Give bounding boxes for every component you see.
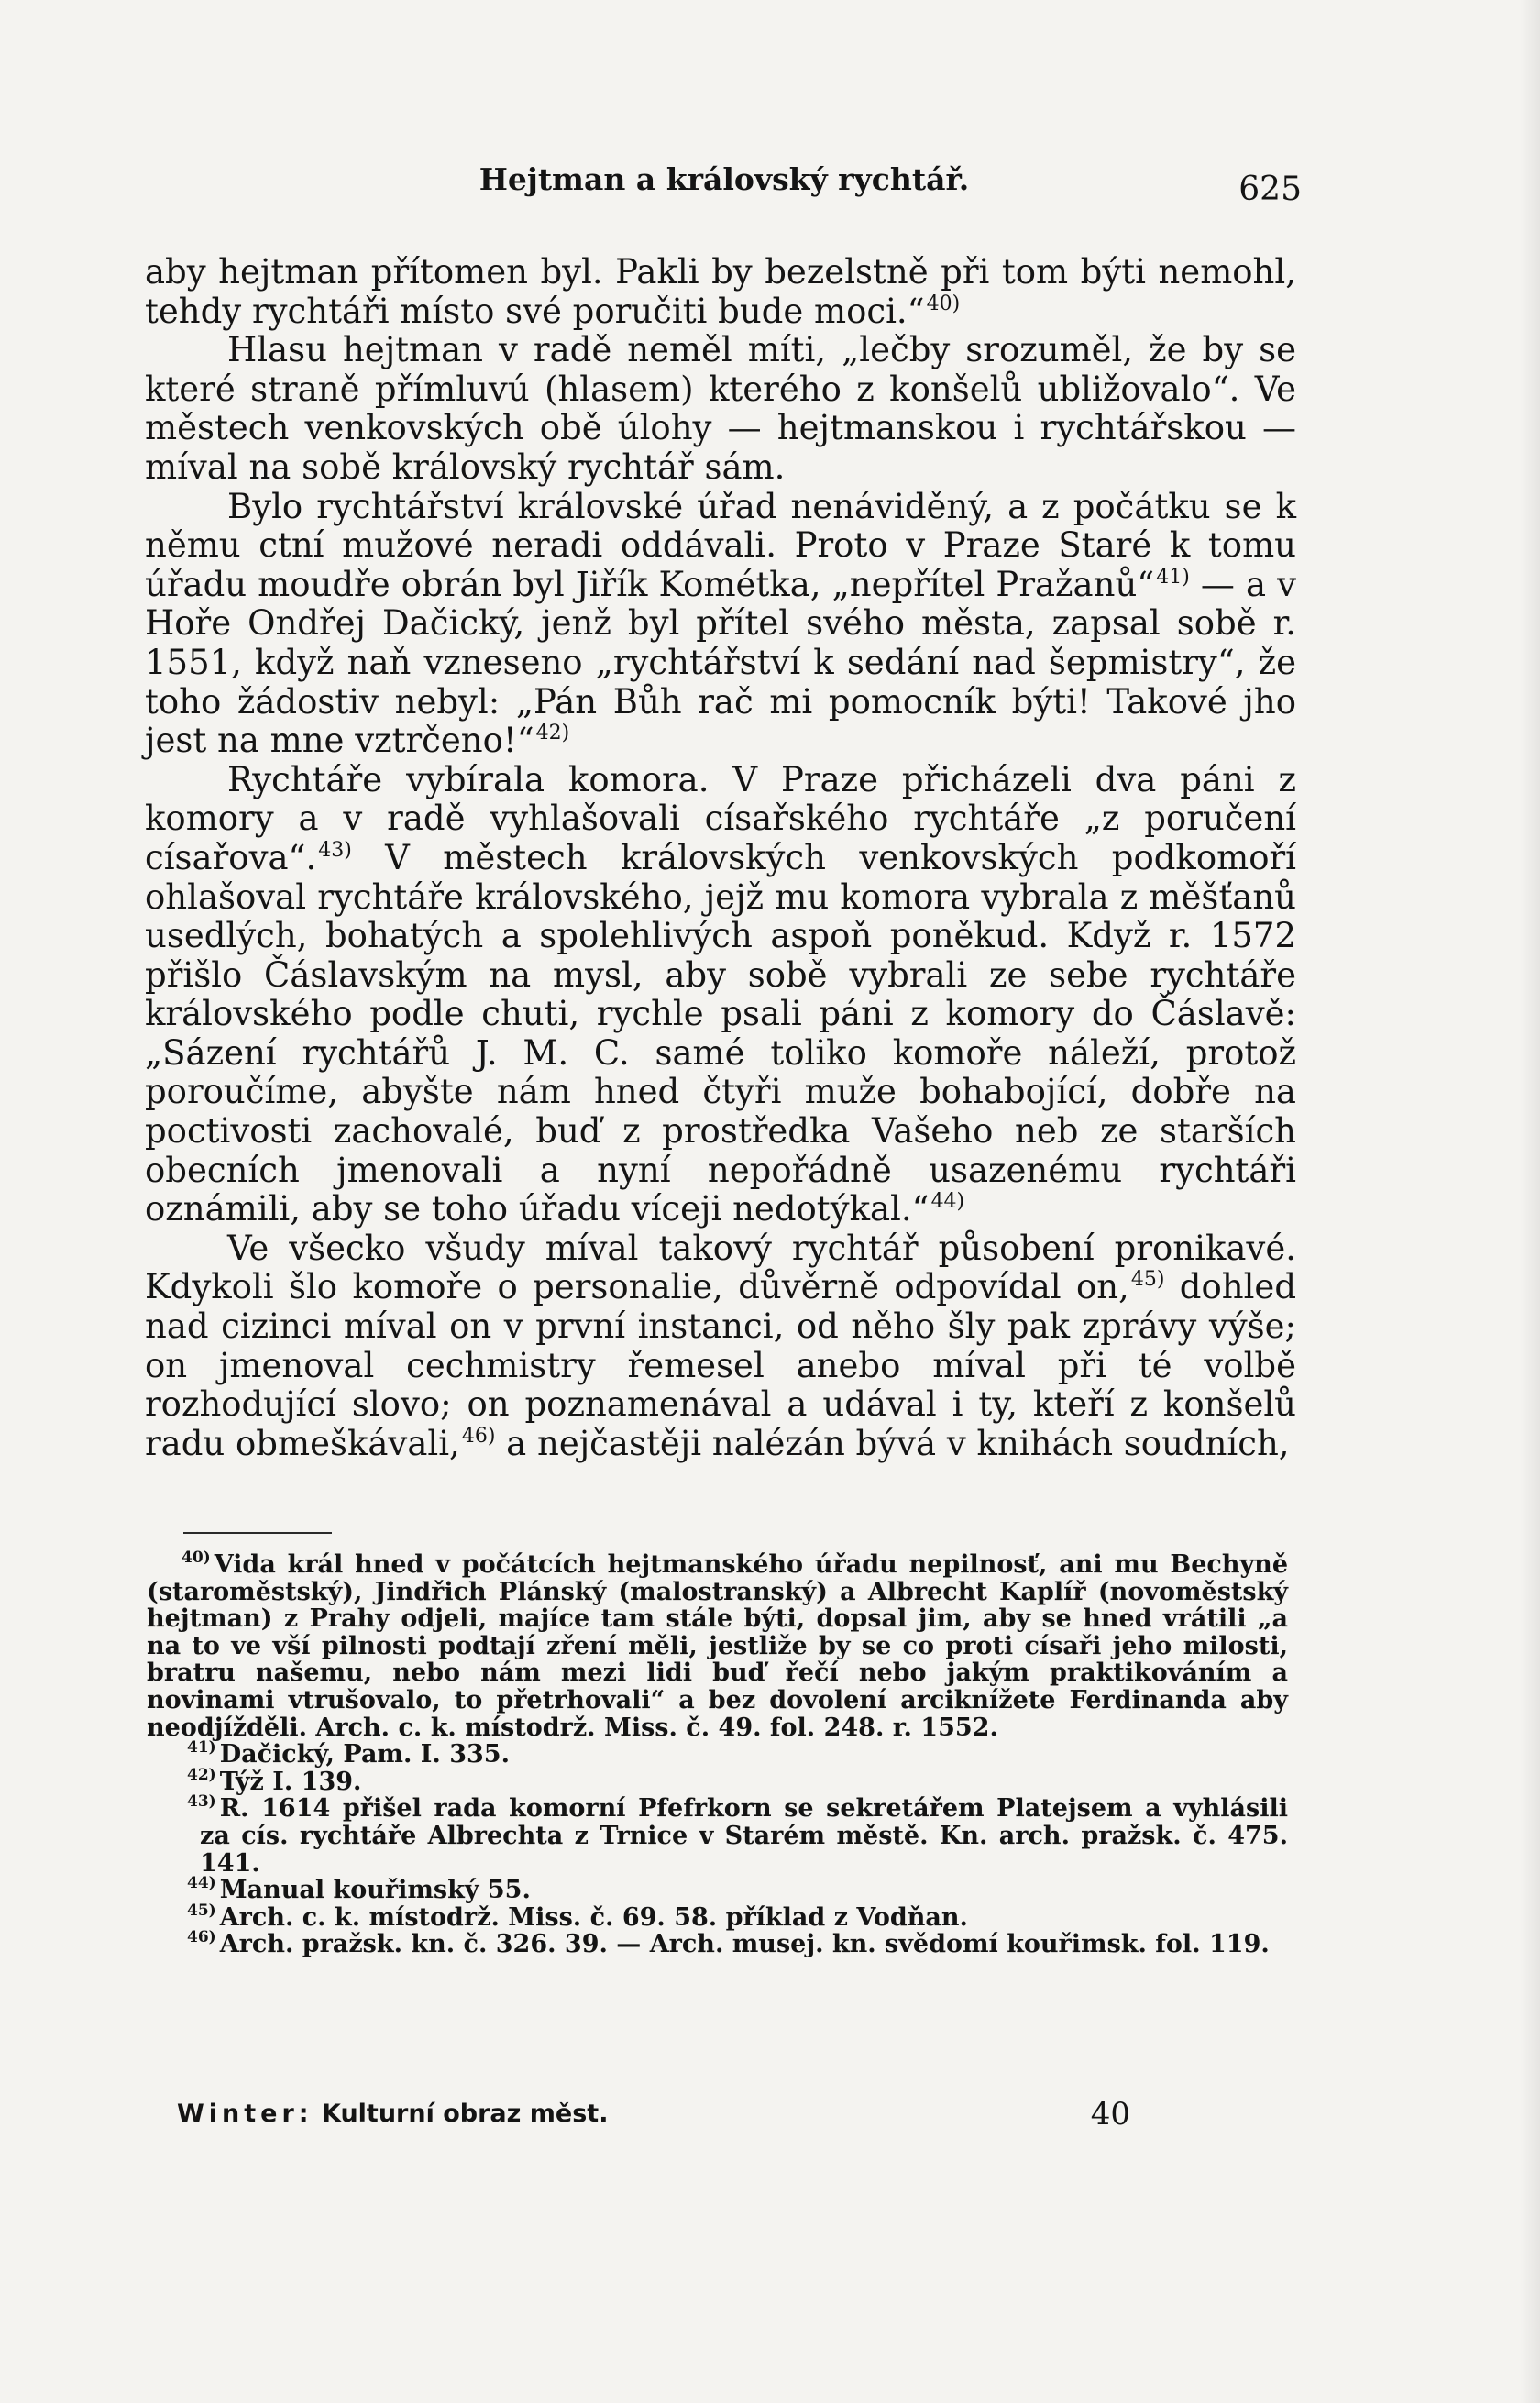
footnote: [147, 1765, 1288, 1796]
paragraph-text: Bylo rychtářství královské úřad nenáviděný, a z počátku se k němu ctní mužové neradi oddávali. Proto v Praze Staré k tomu úřadu moudře obrán byl Jiřík Kométka, „nepřítel Pražanů“: [145, 486, 1296, 604]
footnote-reference: 45): [1130, 1268, 1165, 1292]
paragraph-text: dohled nad cizinci míval on v první instanci, od něho šly pak zprávy výše; on jmenoval cechmistry řemesel anebo míval při té volbě rozhodující slovo; on poznamenával a udával i ty, kteří z konšelů radu obmeškávali,: [145, 1267, 1297, 1463]
footnote-number: 43): [187, 1792, 216, 1812]
footnote-number: 46): [187, 1928, 216, 1947]
footnote: [147, 1738, 1288, 1769]
footnote-reference: 42): [535, 722, 570, 745]
footnote: [147, 1874, 1288, 1905]
footnote-text: Arch. c. k. místodrž. Miss. č. 69. 58. příklad z Vodňan.: [219, 1902, 968, 1932]
signature-title: Kulturní obraz měst.: [322, 2100, 609, 2128]
footnote-text: Arch. pražsk. kn. č. 326. 39. — Arch. musej. kn. svědomí kouřimsk. fol. 119.: [219, 1930, 1270, 1959]
paragraph: [145, 331, 1296, 487]
footnote-text: Manual kouřimský 55.: [219, 1876, 531, 1905]
footnote-number: 40): [182, 1549, 211, 1567]
footnote: [147, 1551, 1288, 1741]
paragraph-text: V městech královských venkovských podkomoří ohlašoval rychtáře královského, jejž mu komora vybrala z měšťanů usedlých, bohatých a spolehlivých aspoň poněkud. Když r. 1572 přišlo Čáslavským na mysl, aby sobě vybrali ze sebe rychtáře královského podle chuti, rychle psali páni z komory do Čáslavě: „Sázení rychtářů J. M. C. samé toliko komoře náleží, protož poroučíme, abyšte nám hned čtyři muže bohabojící, dobře na poctivosti zachovalé, buď z prostředka Vašeho neb ze starších obecních jmenovali a nyní nepořádně usazenému rychtáři oznámili, aby se toho úřadu víceji nedotýkal.“: [145, 837, 1296, 1229]
footnote-text: Vida král hned v počátcích hejtmanského úřadu nepilnosť, ani mu Bechyně (staroměstský), Jindřich Plánský (malostranský) a Albrecht Kaplíř (novoměstský hejtman) z Prahy odjeli, majíce tam stále býti, dopsal jim, aby se hned vrátili „a na to ve vší pilnosti podtají zření měli, jestliže by se co proti císaři jeho milosti, bratru našemu, nebo nám mezi lidi buď řečí nebo jakým praktikováním a novinami vtrušovalo, to přetrhovali“ a bez dovolení arciknížete Ferdinanda aby neodjížděli. Arch. c. k. místodrž. Miss. č. 49. fol. 248. r. 1552.: [147, 1550, 1288, 1742]
footnote-number: 44): [187, 1874, 216, 1893]
paragraph-text: aby hejtman přítomen byl. Pakli by bezelstně při tom býti nemohl, tehdy rychtáři místo své poručiti bude moci.“: [145, 252, 1296, 331]
footnote-reference: 40): [926, 292, 961, 315]
page-number: 625: [1238, 171, 1302, 208]
page-header: [147, 154, 1302, 218]
footnote-text: Týž I. 139.: [219, 1767, 362, 1796]
footnote-text: R. 1614 přišel rada komorní Pfefrkorn se sekretářem Platejsem a vyhlásili za cís. rychtáře Albrechta z Trnice v Starém městě. Kn. arch. pražsk. č. 475. 141.: [200, 1794, 1288, 1878]
footnote-separator: [183, 1532, 332, 1534]
footnotes: [147, 1551, 1288, 1958]
footnote-reference: 44): [930, 1190, 965, 1214]
paragraph-text: Ve všecko všudy míval takový rychtář působení pronikavé. Kdykoli šlo komoře o personalie, důvěrně odpovídal on,: [145, 1228, 1296, 1307]
footnote-reference: 46): [461, 1424, 496, 1448]
footnote-text: Dačický, Pam. I. 335.: [219, 1740, 510, 1769]
footnote-number: 45): [187, 1901, 216, 1920]
paragraph: [145, 761, 1296, 1229]
footnote-number: 42): [187, 1765, 216, 1784]
page-footer: [177, 2096, 1130, 2136]
footnote-number: 41): [187, 1738, 216, 1758]
paragraph-text: Hlasu hejtman v radě neměl míti, „lečby srozuměl, že by se které straně přímluvú (hlasem) kterého z konšelů ubližovalo“. Ve městech venkovských obě úlohy — hejtmanskou i rychtářskou — míval na sobě královský rychtář sám.: [145, 330, 1296, 487]
paragraph-text: a nejčastěji nalézán bývá v knihách soudních,: [495, 1423, 1290, 1463]
signature-author: Winter:: [177, 2100, 314, 2128]
footnote-reference: 41): [1156, 565, 1190, 589]
paragraph: [145, 1229, 1296, 1464]
signature-line: [177, 2100, 608, 2128]
main-text: [145, 253, 1296, 1463]
paragraph: [145, 253, 1296, 331]
running-title: Hejtman a královský rychtář.: [478, 161, 970, 197]
footnote: [147, 1928, 1288, 1959]
paragraph-text: Rychtáře vybírala komora. V Praze přicházeli dva páni z komory a v radě vyhlašovali císařského rychtáře „z poručení císařova“.: [145, 759, 1296, 877]
page-edge-shadow: [1520, 0, 1540, 2403]
sheet-number: 40: [1090, 2096, 1130, 2133]
footnote: [147, 1792, 1288, 1878]
paragraph: [145, 488, 1296, 761]
paragraph-text: — a v Hoře Ondřej Dačický, jenž byl přítel svého města, zapsal sobě r. 1551, když naň vzneseno „rychtářství k sedání nad šepmistry“, že toho žádostiv nebyl: „Pán Bůh rač mi pomocník býti! Takové jho jest na mne vztrčeno!“: [145, 564, 1296, 761]
footnote: [147, 1901, 1288, 1932]
footnote-reference: 43): [318, 838, 352, 862]
